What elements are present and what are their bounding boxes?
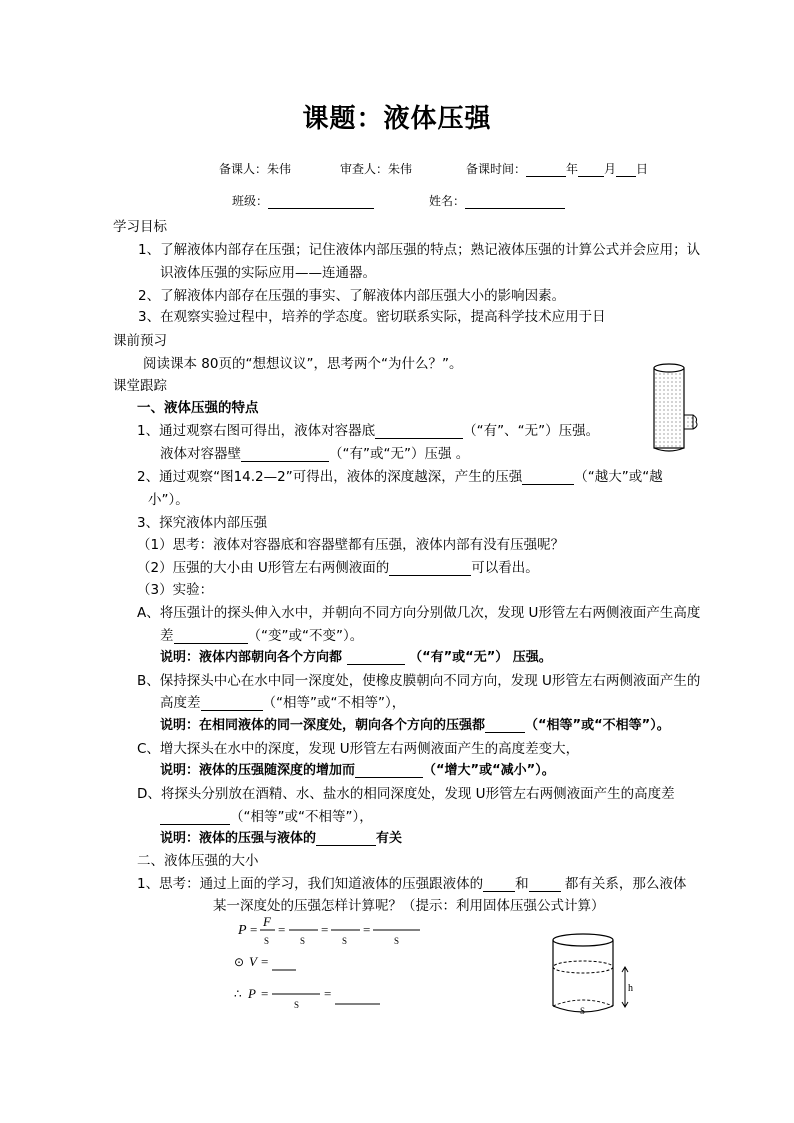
formula-eq: = <box>321 922 329 937</box>
experiment-d-line2 <box>160 805 373 825</box>
formula-eq: = <box>324 986 332 1001</box>
note-options: （“增大”或“减小”）。 <box>423 763 555 778</box>
objective-1-line1: 1、了解液体内部存在压强；记住液体内部压强的特点；熟记液体压强的计算公式并会应用；认 <box>138 242 701 258</box>
note-text: 说明：液体的压强随深度的增加而 <box>160 763 356 778</box>
preview-heading: 课前预习 <box>113 333 167 349</box>
cylinder-top <box>553 934 613 946</box>
experiment-a-line2 <box>160 624 363 644</box>
answer-blank <box>529 877 561 892</box>
cylinder-figure <box>545 930 645 1022</box>
think-line2: 某一深度处的压强怎样计算呢？（提示：利用固体压强公式计算） <box>213 898 605 914</box>
class-label: 班级： <box>232 194 269 208</box>
section-1-heading: 一、液体压强的特点 <box>137 400 259 416</box>
step-1: （1）思考：液体对容器底和容器壁都有压强，液体内部有没有压强呢？ <box>137 537 565 553</box>
note-text: 说明：在相同液体的同一深度处，朝向各个方向的压强都 <box>160 718 486 733</box>
step-2-tail: 可以看出。 <box>471 560 539 576</box>
height-label: h <box>628 983 633 994</box>
question-2a-text: 2、通过观察“图14.2—2”可得出，液体的深度越深，产生的压强 <box>137 469 523 485</box>
objective-2: 2、了解液体内部存在压强的事实、了解液体内部压强大小的影响因素。 <box>138 288 566 304</box>
pressure-formula <box>230 912 450 1016</box>
formula-s: S <box>342 936 348 946</box>
objectives-heading: 学习目标 <box>113 219 167 235</box>
formula-eq: = <box>250 922 258 937</box>
question-1b-options: （“有”或“无”）压强 。 <box>329 446 470 462</box>
think-and: 和 <box>515 876 529 892</box>
preparer-label: 备课人：朱伟 <box>219 162 292 176</box>
name-field <box>429 192 565 209</box>
question-1b-text: 液体对容器壁 <box>160 446 241 462</box>
container-opening <box>654 364 684 372</box>
experiment-c-line1: C、增大探头在水中的深度，发现 U形管左右两侧液面产生的高度差变大， <box>137 741 580 757</box>
objective-1-line2: 识液体压强的实际应用——连通器。 <box>160 265 376 281</box>
container-figure <box>646 360 702 452</box>
formula-s: S <box>300 936 306 946</box>
day-blank <box>616 162 636 177</box>
formula-s: S <box>294 1000 300 1010</box>
note-tail: 有关 <box>376 831 403 846</box>
answer-blank <box>201 696 263 711</box>
answer-blank <box>347 650 405 665</box>
preview-text: 阅读课本 80页的“想想议议”，思考两个“为什么？”。 <box>143 356 463 372</box>
formula-eq: = <box>363 922 371 937</box>
experiment-d-options: （“相等”或“不相等”）， <box>230 809 373 825</box>
section-2-heading: 二、液体压强的大小 <box>137 853 259 869</box>
note-options: （“相等”或“不相等”）。 <box>525 718 670 733</box>
side-tube <box>684 415 693 429</box>
experiment-b-note <box>160 714 670 733</box>
container-body <box>654 368 684 448</box>
answer-blank <box>355 763 423 778</box>
step-3: （3）实验： <box>137 582 214 598</box>
experiment-d-note <box>160 827 402 846</box>
note-text: 说明：液体内部朝向各个方向都 <box>160 650 343 665</box>
year-label: 年 <box>566 162 579 176</box>
step-2 <box>137 556 539 576</box>
question-2b: 小”）。 <box>148 492 189 508</box>
experiment-b-options: （“相等”或“不相等”）， <box>262 695 406 711</box>
objective-3: 3、在观察实验过程中，培养的学态度。密切联系实际，提高科学技术应用于日 <box>138 309 606 325</box>
tracking-heading: 课堂跟踪 <box>113 378 167 394</box>
prep-time-field <box>466 160 648 177</box>
question-1a-text: 1、通过观察右图可得出，液体对容器底 <box>137 423 376 439</box>
answer-blank <box>389 561 471 576</box>
experiment-a-options: （“变”或“不变”）。 <box>247 628 364 644</box>
experiment-b-line1: B、保持探头中心在水中同一深度处，使橡皮膜朝向不同方向，发现 U形管左右两侧液面产生的 <box>137 673 701 689</box>
experiment-b-line2 <box>160 691 405 711</box>
answer-blank <box>160 810 230 825</box>
formula-v: V <box>249 954 257 969</box>
formula-p: P <box>238 923 247 938</box>
formula-s: S <box>394 936 400 946</box>
answer-blank <box>485 718 525 733</box>
base-area-label: S <box>580 1006 586 1016</box>
formula-p: P <box>248 986 256 1001</box>
question-1a-options: （“有”、“无”）压强。 <box>463 423 600 439</box>
question-1b <box>160 442 469 462</box>
experiment-d-line1: D、将探头分别放在酒精、水、盐水的相同深度处，发现 U形管左右两侧液面产生的高度差 <box>137 786 675 802</box>
month-label: 月 <box>604 162 617 176</box>
question-1a <box>137 419 599 439</box>
year-blank <box>526 162 566 177</box>
question-2a-options: （“越大”或“越 <box>574 469 663 485</box>
experiment-c-note <box>160 759 555 778</box>
answer-blank <box>483 877 515 892</box>
reviewer-label: 审查人：朱伟 <box>340 162 413 176</box>
rubber-membrane <box>693 415 697 429</box>
answer-blank <box>241 447 329 462</box>
answer-blank <box>316 831 376 846</box>
formula-f: F <box>263 914 271 929</box>
note-options: （“有”或“无”） 压强。 <box>409 650 552 665</box>
formula-eq: = <box>261 954 269 969</box>
think-text: 1、思考：通过上面的学习，我们知道液体的压强跟液体的 <box>137 876 484 892</box>
note-text: 说明：液体的压强与液体的 <box>160 831 317 846</box>
name-label: 姓名： <box>429 194 466 208</box>
question-2a <box>137 465 663 485</box>
name-blank <box>465 194 565 209</box>
class-blank <box>268 194 374 209</box>
think-tail: 都有关系，那么液体 <box>564 876 687 892</box>
page-title: 课题：液体压强 <box>302 104 492 134</box>
experiment-a-text: 差 <box>160 628 174 644</box>
therefore-symbol: ∴ <box>234 987 242 1001</box>
liquid-surface <box>553 961 613 973</box>
formula-eq: = <box>278 922 286 937</box>
think-line1 <box>137 872 686 892</box>
experiment-b-text: 高度差 <box>160 695 201 711</box>
class-field <box>232 192 374 209</box>
experiment-a-line1: A、将压强计的探头伸入水中，并朝向不同方向分别做几次，发现 U形管左右两侧液面产生高度 <box>137 605 701 621</box>
prep-time-label: 备课时间： <box>466 162 527 176</box>
answer-blank <box>522 470 574 485</box>
formula-s: S <box>264 936 270 946</box>
experiment-a-note <box>160 646 552 665</box>
answer-blank <box>174 629 248 644</box>
answer-blank <box>375 424 463 439</box>
step-2-text: （2）压强的大小由 U形管左右两侧液面的 <box>137 560 390 576</box>
formula-eq: = <box>261 986 269 1001</box>
month-blank <box>578 162 604 177</box>
day-label: 日 <box>636 162 649 176</box>
question-3: 3、探究液体内部压强 <box>137 515 268 531</box>
because-symbol: ⊙ <box>234 955 245 969</box>
